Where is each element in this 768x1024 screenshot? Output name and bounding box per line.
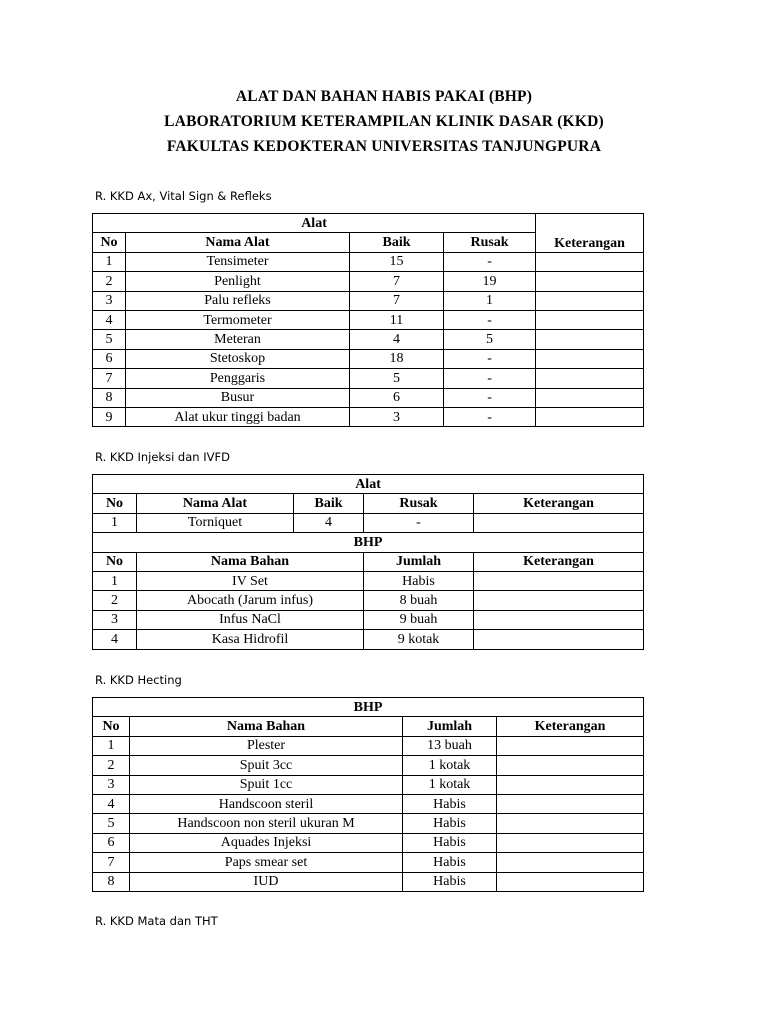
table-cell: 3 — [93, 610, 137, 629]
table-cell: Meteran — [126, 330, 350, 349]
table-cell: - — [444, 310, 536, 329]
table-cell: 3 — [93, 775, 130, 794]
table-cell — [536, 291, 644, 310]
table-cell: Habis — [403, 833, 497, 852]
table-cell: 4 — [93, 794, 130, 813]
table-cell — [536, 388, 644, 407]
table-cell: - — [444, 388, 536, 407]
table-cell — [497, 756, 644, 775]
table-row — [93, 794, 644, 813]
table-cell: 6 — [93, 349, 126, 368]
column-header-nama-alat: Nama Alat — [126, 233, 350, 252]
section-label-vital-sign: R. KKD Ax, Vital Sign & Refleks — [95, 189, 272, 203]
column-header-nama-alat: Nama Alat — [137, 494, 294, 513]
column-header-no: No — [93, 552, 137, 571]
table-cell: Abocath (Jarum infus) — [137, 591, 364, 610]
table-cell: Infus NaCl — [137, 610, 364, 629]
column-header-baik: Baik — [294, 494, 364, 513]
group-header-bhp: BHP — [93, 698, 644, 717]
table-cell: 5 — [93, 814, 130, 833]
column-header-nama-bahan: Nama Bahan — [130, 717, 403, 736]
table-row — [93, 833, 644, 852]
table-cell: - — [444, 407, 536, 426]
table-cell: Habis — [403, 814, 497, 833]
table-row — [93, 853, 644, 872]
table-cell: 5 — [444, 330, 536, 349]
table-cell: Busur — [126, 388, 350, 407]
table-cell: 6 — [350, 388, 444, 407]
table-row — [93, 513, 644, 532]
table-cell: Penlight — [126, 272, 350, 291]
table-cell: 1 kotak — [403, 775, 497, 794]
table-cell: Habis — [403, 794, 497, 813]
document-title-line-2: LABORATORIUM KETERAMPILAN KLINIK DASAR (KKD) — [164, 113, 604, 130]
table-cell: IV Set — [137, 571, 364, 590]
table-cell — [497, 736, 644, 755]
table-cell: Habis — [403, 872, 497, 891]
table-vital-sign-alat — [92, 213, 644, 427]
table-row — [93, 756, 644, 775]
table-cell: Habis — [364, 571, 474, 590]
column-header-jumlah: Jumlah — [403, 717, 497, 736]
table-cell: - — [364, 513, 474, 532]
table-row — [93, 775, 644, 794]
group-header-alat: Alat — [93, 475, 644, 494]
table-cell: Paps smear set — [130, 853, 403, 872]
table-injeksi — [92, 474, 644, 650]
table-cell — [474, 571, 644, 590]
document-title-line-3: FAKULTAS KEDOKTERAN UNIVERSITAS TANJUNGPURA — [166, 138, 602, 155]
table-cell: Handscoon steril — [130, 794, 403, 813]
group-header-alat: Alat — [93, 214, 536, 233]
table-cell: Handscoon non steril ukuran M — [130, 814, 403, 833]
table-cell — [474, 610, 644, 629]
group-header-bhp: BHP — [93, 533, 644, 552]
table-row — [93, 291, 644, 310]
table-cell: Torniquet — [137, 513, 294, 532]
column-header-baik: Baik — [350, 233, 444, 252]
table-row — [93, 388, 644, 407]
table-cell: 4 — [93, 310, 126, 329]
table-cell: Termometer — [126, 310, 350, 329]
column-header-no: No — [93, 717, 130, 736]
table-body — [93, 252, 644, 427]
table-cell — [536, 369, 644, 388]
table-cell — [536, 349, 644, 368]
table-cell: Aquades Injeksi — [130, 833, 403, 852]
table-cell: Spuit 1cc — [130, 775, 403, 794]
column-header-no: No — [93, 233, 126, 252]
table-cell: 7 — [93, 853, 130, 872]
table-cell: 19 — [444, 272, 536, 291]
column-header-jumlah: Jumlah — [364, 552, 474, 571]
table-cell: - — [444, 349, 536, 368]
table-cell: 5 — [350, 369, 444, 388]
table-row — [93, 736, 644, 755]
table-cell — [536, 407, 644, 426]
table-row — [93, 610, 644, 629]
table-cell — [474, 591, 644, 610]
table-cell: 4 — [350, 330, 444, 349]
table-body-alat — [93, 513, 644, 532]
table-cell: - — [444, 369, 536, 388]
table-row — [93, 272, 644, 291]
table-cell — [497, 814, 644, 833]
table-cell — [497, 833, 644, 852]
table-cell: 4 — [93, 630, 137, 649]
column-header-no: No — [93, 494, 137, 513]
table-body-bhp — [93, 571, 644, 649]
table-cell: 9 kotak — [364, 630, 474, 649]
table-row — [93, 571, 644, 590]
table-row — [93, 349, 644, 368]
table-cell: 18 — [350, 349, 444, 368]
table-cell: Stetoskop — [126, 349, 350, 368]
table-cell: 4 — [294, 513, 364, 532]
table-row — [93, 310, 644, 329]
table-cell: 1 — [93, 252, 126, 271]
column-header-rusak: Rusak — [444, 233, 536, 252]
table-hecting-bhp — [92, 697, 644, 892]
table-cell: Penggaris — [126, 369, 350, 388]
table-cell: 7 — [350, 291, 444, 310]
document-title-line-1: ALAT DAN BAHAN HABIS PAKAI (BHP) — [235, 88, 533, 105]
table-row — [93, 252, 644, 271]
table-row — [93, 814, 644, 833]
table-cell: 13 buah — [403, 736, 497, 755]
table-cell: Spuit 3cc — [130, 756, 403, 775]
table-cell: 5 — [93, 330, 126, 349]
table-cell: 8 — [93, 388, 126, 407]
table-cell: 1 — [93, 571, 137, 590]
table-row — [93, 369, 644, 388]
table-cell — [474, 513, 644, 532]
table-row — [93, 872, 644, 891]
table-body — [93, 736, 644, 891]
table-cell: - — [444, 252, 536, 271]
section-label-hecting: R. KKD Hecting — [95, 673, 182, 687]
table-cell: 1 kotak — [403, 756, 497, 775]
table-cell: 2 — [93, 272, 126, 291]
table-cell: 3 — [93, 291, 126, 310]
section-label-mata-tht: R. KKD Mata dan THT — [95, 914, 218, 928]
table-cell: 7 — [93, 369, 126, 388]
column-header-keterangan: Keterangan — [497, 717, 644, 736]
table-row — [93, 591, 644, 610]
table-cell: 9 buah — [364, 610, 474, 629]
table-cell: 7 — [350, 272, 444, 291]
table-row — [93, 330, 644, 349]
column-header-keterangan: Keterangan — [474, 552, 644, 571]
table-cell: Palu refleks — [126, 291, 350, 310]
table-cell: 15 — [350, 252, 444, 271]
table-cell — [536, 272, 644, 291]
table-cell: IUD — [130, 872, 403, 891]
table-row — [93, 630, 644, 649]
table-cell: 1 — [93, 513, 137, 532]
table-cell: Kasa Hidrofil — [137, 630, 364, 649]
table-cell: Habis — [403, 853, 497, 872]
table-cell — [497, 853, 644, 872]
table-cell: 1 — [93, 736, 130, 755]
table-cell: 2 — [93, 591, 137, 610]
column-header-rusak: Rusak — [364, 494, 474, 513]
table-cell — [536, 252, 644, 271]
section-label-injeksi: R. KKD Injeksi dan IVFD — [95, 450, 230, 464]
table-cell — [497, 794, 644, 813]
table-cell: 11 — [350, 310, 444, 329]
table-cell: Alat ukur tinggi badan — [126, 407, 350, 426]
table-cell — [474, 630, 644, 649]
column-header-nama-bahan: Nama Bahan — [137, 552, 364, 571]
table-cell: 1 — [444, 291, 536, 310]
table-cell: 8 — [93, 872, 130, 891]
table-cell — [497, 872, 644, 891]
table-cell — [497, 775, 644, 794]
column-header-keterangan: Keterangan — [474, 494, 644, 513]
table-cell: 9 — [93, 407, 126, 426]
table-cell — [536, 310, 644, 329]
table-cell: 2 — [93, 756, 130, 775]
table-cell: 6 — [93, 833, 130, 852]
bhp-header-group — [93, 533, 644, 572]
table-cell — [536, 330, 644, 349]
table-cell: Plester — [130, 736, 403, 755]
table-cell: Tensimeter — [126, 252, 350, 271]
column-header-keterangan: Keterangan — [536, 214, 644, 253]
table-cell: 8 buah — [364, 591, 474, 610]
table-cell: 3 — [350, 407, 444, 426]
table-row — [93, 407, 644, 426]
